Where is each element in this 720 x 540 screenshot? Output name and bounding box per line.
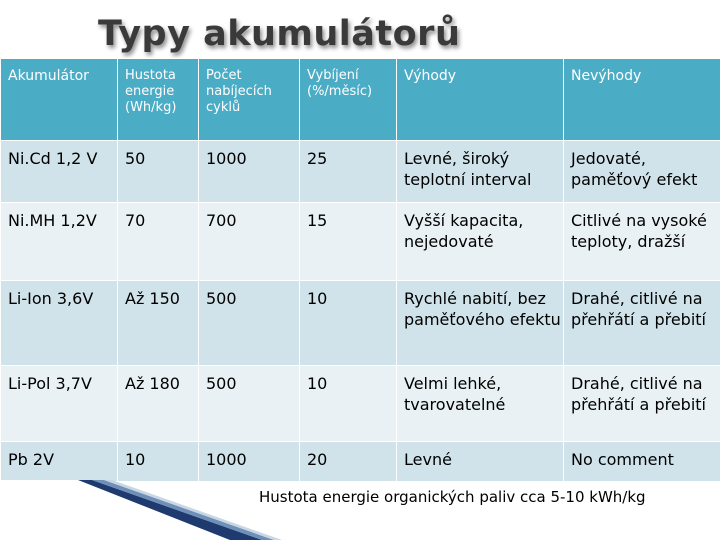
table-cell: Až 180 — [118, 366, 199, 442]
table-header-row — [1, 59, 720, 141]
table-cell: 1000 — [199, 442, 300, 482]
table-cell: Ni.MH 1,2V — [1, 203, 118, 281]
header-cell: Nevýhody — [564, 59, 720, 141]
table-cell: Citlivé na vysoké teploty, dražší — [564, 203, 720, 281]
table-row — [1, 141, 720, 203]
table-cell: 50 — [118, 141, 199, 203]
table-cell: 10 — [118, 442, 199, 482]
table-cell: 500 — [199, 281, 300, 366]
table-cell: 70 — [118, 203, 199, 281]
table-row — [1, 203, 720, 281]
header-cell: Vybíjení (%/měsíc) — [300, 59, 397, 141]
table-cell: Li-Ion 3,6V — [1, 281, 118, 366]
table-cell: No comment — [564, 442, 720, 482]
table-cell: Vyšší kapacita, nejedovaté — [397, 203, 564, 281]
table-row — [1, 442, 720, 482]
table-cell: 10 — [300, 366, 397, 442]
header-cell: Hustota energie (Wh/kg) — [118, 59, 199, 141]
table-cell: Drahé, citlivé na přehřátí a přebití — [564, 366, 720, 442]
table-cell: 20 — [300, 442, 397, 482]
table-cell: Li-Pol 3,7V — [1, 366, 118, 442]
table-cell: Rychlé nabití, bez paměťového efektu — [397, 281, 564, 366]
table-row — [1, 281, 720, 366]
table-cell: 1000 — [199, 141, 300, 203]
table-cell: 10 — [300, 281, 397, 366]
table-cell: Levné — [397, 442, 564, 482]
table-cell: Drahé, citlivé na přehřátí a přebití — [564, 281, 720, 366]
table-cell: 700 — [199, 203, 300, 281]
table-cell: Ni.Cd 1,2 V — [1, 141, 118, 203]
table-row — [1, 366, 720, 442]
table-cell: Levné, široký teplotní interval — [397, 141, 564, 203]
footnote: Hustota energie organických paliv cca 5-10 kWh/kg — [259, 488, 646, 506]
battery-types-table — [0, 58, 720, 482]
table-cell: Velmi lehké, tvarovatelné — [397, 366, 564, 442]
table-cell: Až 150 — [118, 281, 199, 366]
header-cell: Počet nabíjecích cyklů — [199, 59, 300, 141]
table-cell: Pb 2V — [1, 442, 118, 482]
table-cell: 500 — [199, 366, 300, 442]
header-cell: Akumulátor — [1, 59, 118, 141]
table-cell: 15 — [300, 203, 397, 281]
header-cell: Výhody — [397, 59, 564, 141]
table-cell: 25 — [300, 141, 397, 203]
table-cell: Jedovaté, paměťový efekt — [564, 141, 720, 203]
page-title: Typy akumulátorů — [98, 14, 461, 54]
